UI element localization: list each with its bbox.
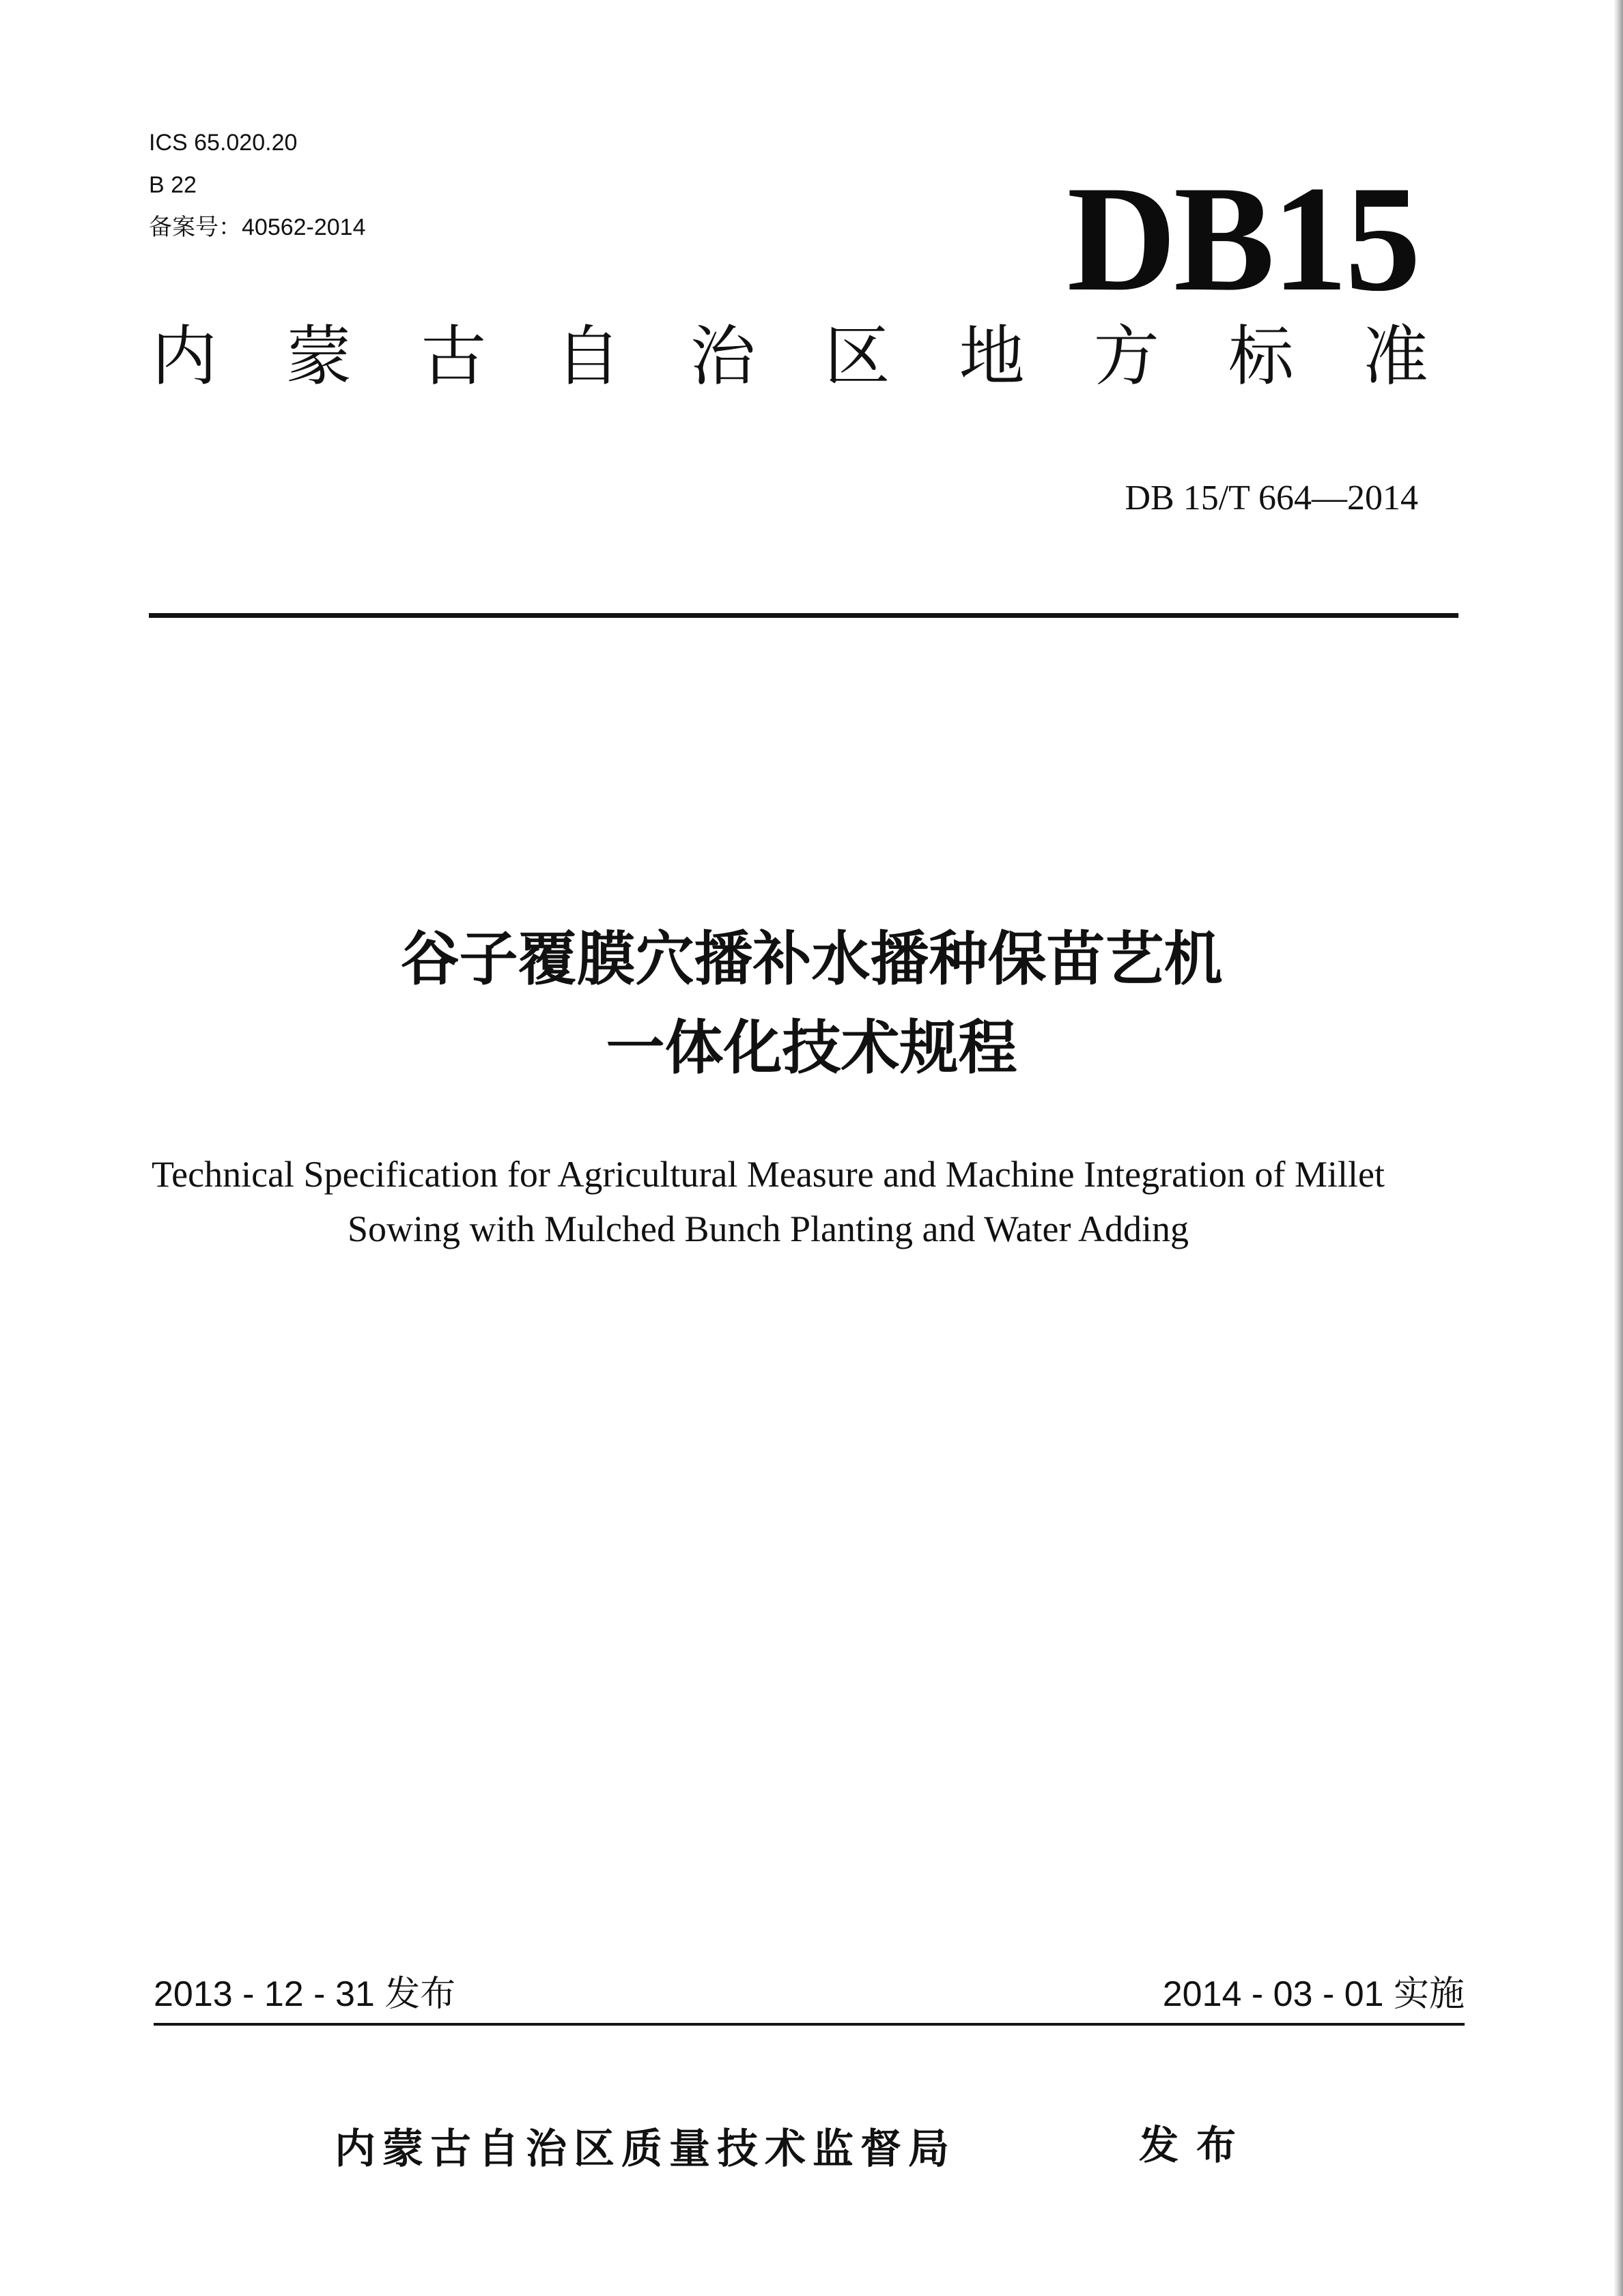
standard-type-char: 方 xyxy=(1093,318,1159,395)
english-title-line-1: Technical Specification for Agricultural Measure and Machine Integration of Millet xyxy=(151,1154,1385,1195)
record-number: 备案号：40562-2014 xyxy=(149,214,366,240)
chinese-title-line-2: 一体化技术规程 xyxy=(606,1014,1017,1082)
issue-label: 发布 xyxy=(1139,2122,1254,2168)
standard-type-char: 治 xyxy=(690,318,756,395)
header-divider xyxy=(149,613,1458,618)
standard-type-char: 自 xyxy=(555,318,621,395)
date-row xyxy=(154,1970,1465,2018)
english-title-line-2: Sowing with Mulched Bunch Planting and Water Adding xyxy=(347,1208,1189,1249)
scan-edge-shadow xyxy=(1613,0,1623,2296)
standard-type-char: 区 xyxy=(824,318,890,395)
standard-type-heading xyxy=(152,315,1428,397)
issuing-authority: 内蒙古自治区质量技术监督局 xyxy=(335,2125,956,2173)
ccs-code: B 22 xyxy=(149,172,197,198)
standard-type-char: 内 xyxy=(152,318,217,395)
standard-number: DB 15/T 664—2014 xyxy=(1125,479,1418,518)
standard-type-char: 蒙 xyxy=(286,318,352,395)
standard-type-char: 地 xyxy=(959,318,1025,395)
standard-type-char: 标 xyxy=(1228,318,1294,395)
standard-type-char: 古 xyxy=(421,318,487,395)
chinese-title-line-1: 谷子覆膜穴播补水播种保苗艺机 xyxy=(400,925,1223,993)
classification-block xyxy=(149,122,366,249)
publish-date: 2013 - 12 - 31 发布 xyxy=(154,1974,456,2014)
standard-logo: DB15 xyxy=(1067,155,1418,323)
footer-divider xyxy=(154,2023,1465,2026)
english-title xyxy=(0,1147,1536,1256)
ics-code: ICS 65.020.20 xyxy=(149,130,298,156)
effective-date: 2014 - 03 - 01 实施 xyxy=(1162,1974,1465,2014)
chinese-title xyxy=(0,915,1623,1092)
standard-type-char: 准 xyxy=(1362,318,1428,395)
